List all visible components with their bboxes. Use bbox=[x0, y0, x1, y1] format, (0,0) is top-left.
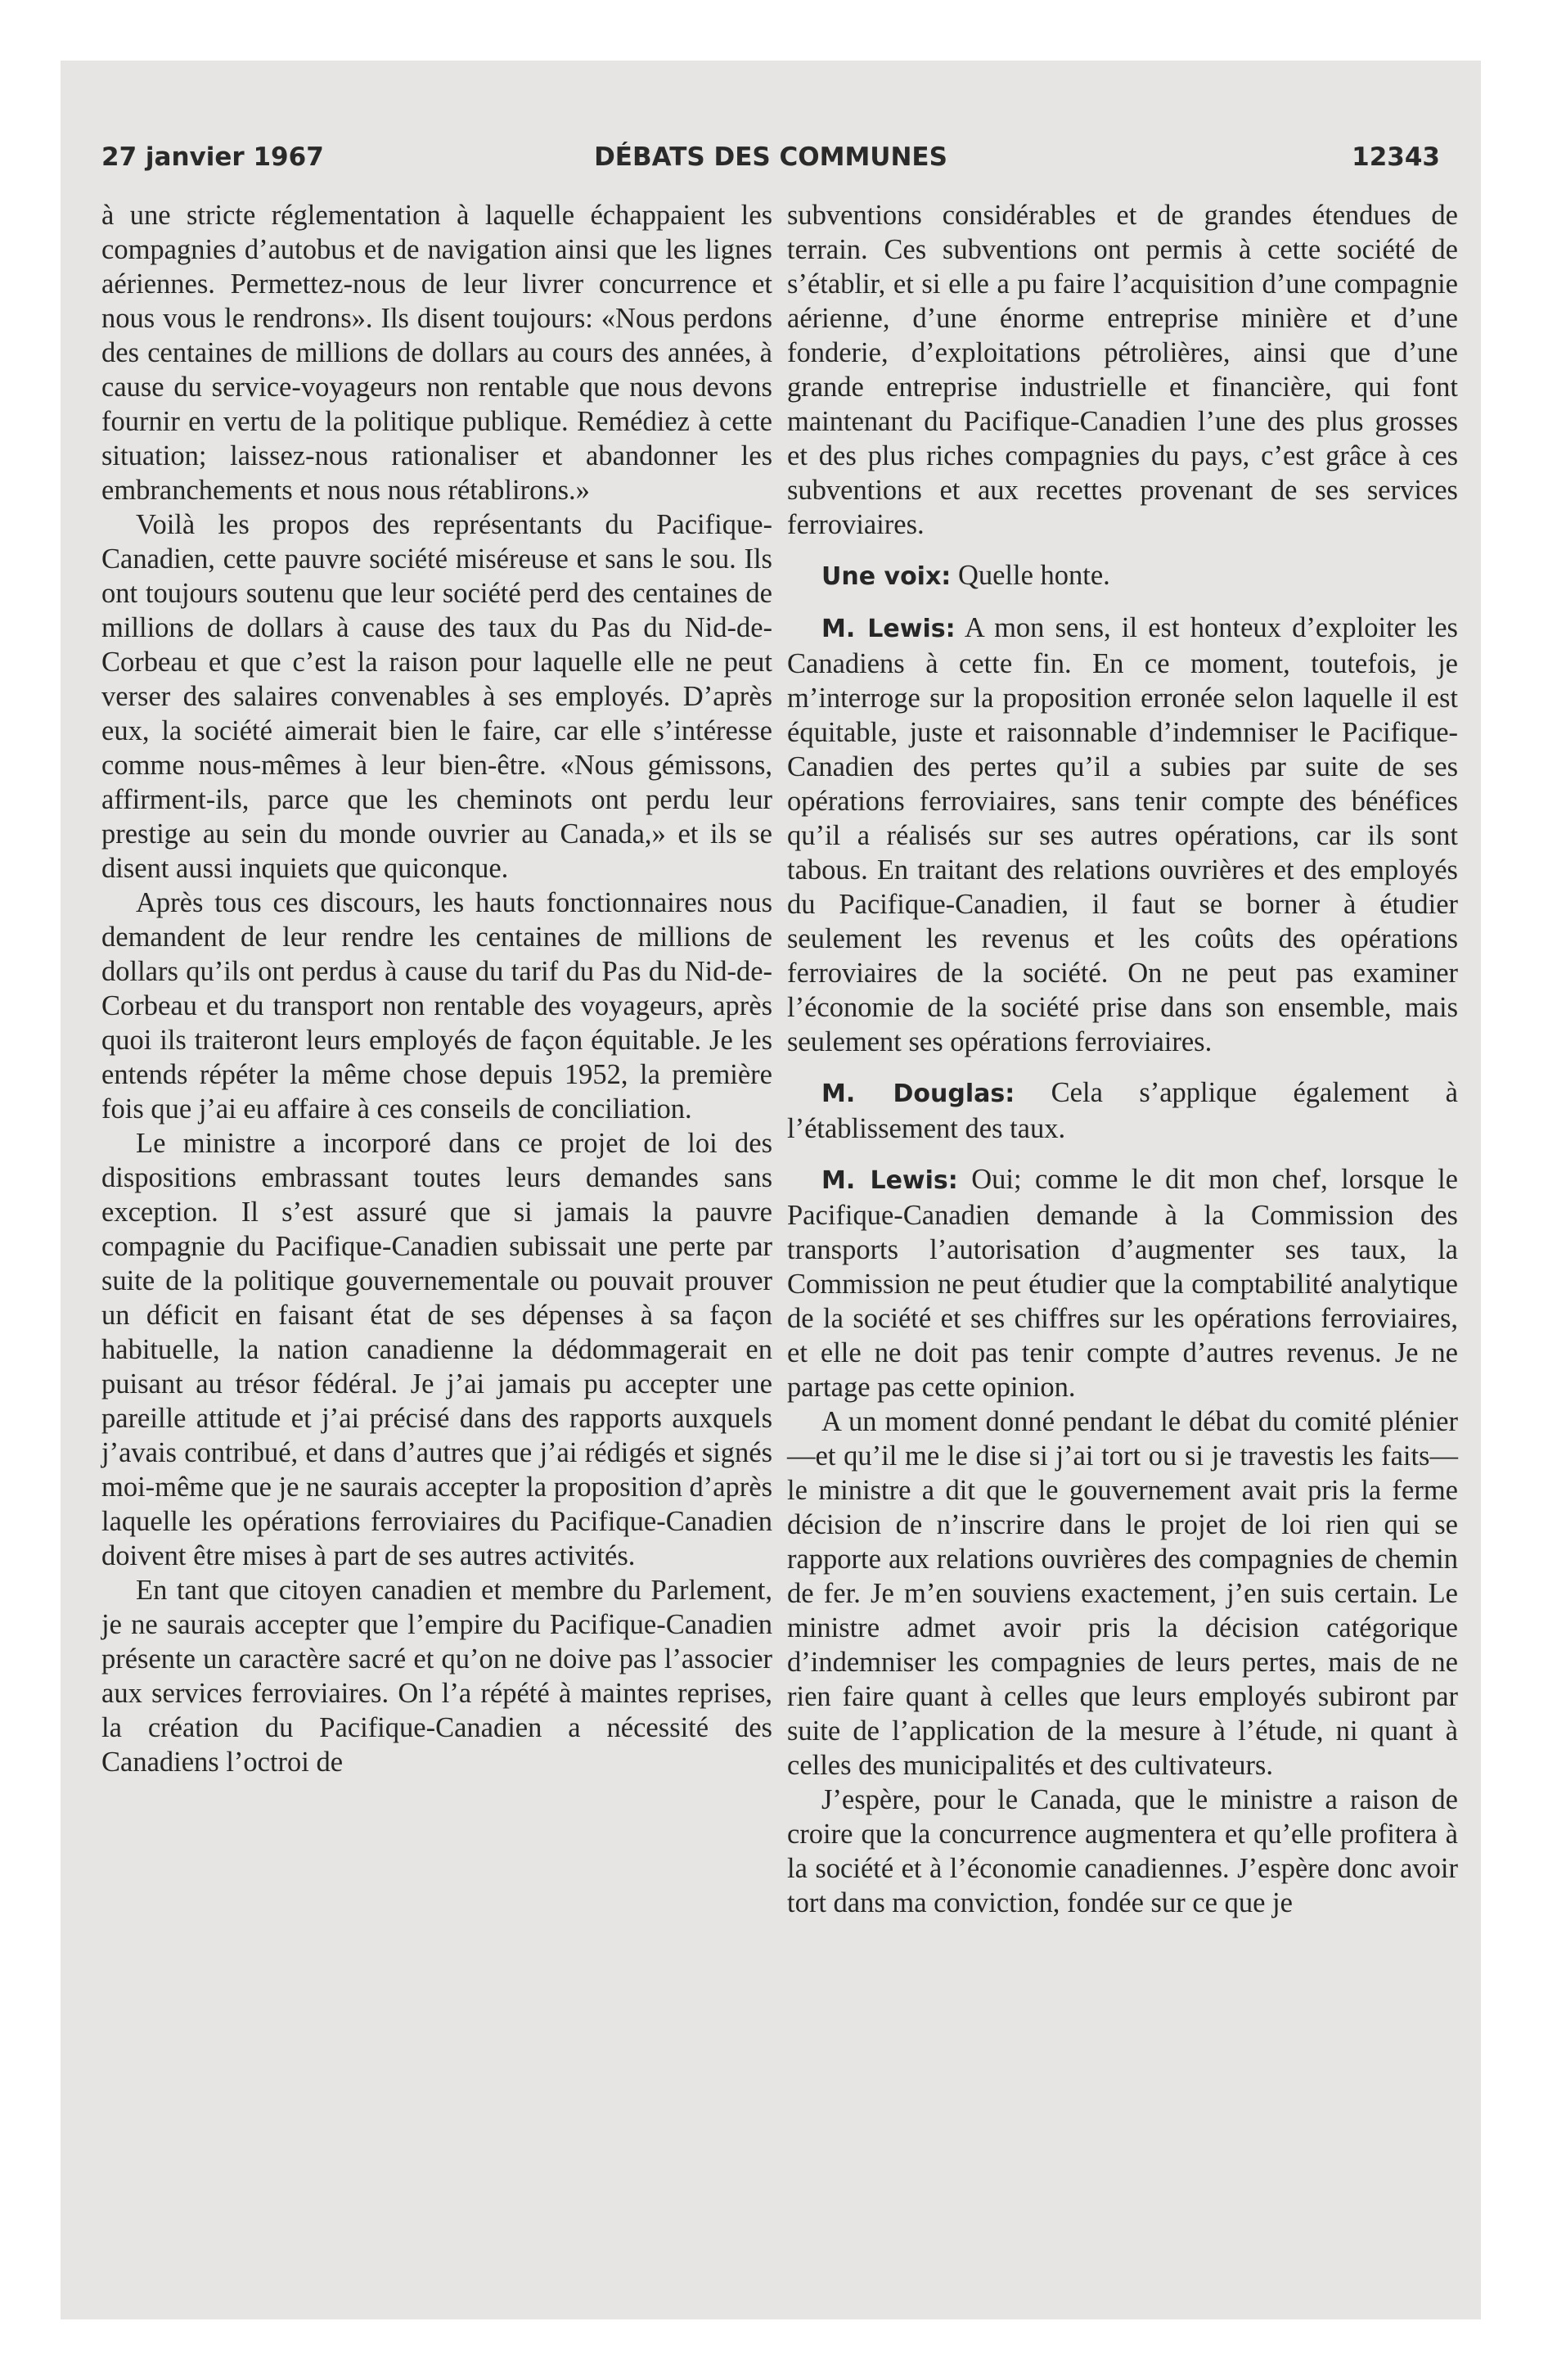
paragraph: subventions considérables et de grandes étendues de terrain. Ces subventions ont permis à cette société de s’établir, et si elle a pu faire l’acquisition d’une compagnie aérienne, d’une énorme entreprise minière et d’une fonderie, d’exploitations pétrolières, ainsi que d’une grande entreprise industrielle et financière, qui font maintenant du Pacifique-Canadien l’une des plus grosses et des plus riches compagnies du pays, c’est grâce à ces subventions et aux recettes provenant de ses services ferroviaires. bbox=[787, 200, 1458, 540]
right-column bbox=[787, 198, 1458, 1920]
paragraph: En tant que citoyen canadien et membre du Parlement, je ne saurais accepter que l’empire du Pacifique-Canadien présente un caractère sacré et qu’on ne doive pas l’associer aux services ferroviaires. On l’a répété à maintes reprises, la création du Pacifique-Canadien a nécessité des Canadiens l’octroi de bbox=[101, 1575, 772, 1778]
speech-text: Quelle honte. bbox=[957, 560, 1110, 591]
header-date: 27 janvier 1967 bbox=[101, 142, 324, 172]
paragraph: Le ministre a incorporé dans ce projet de loi des dispositions embrassant toutes leurs demandes sans exception. Il s’est assuré que si jamais la pauvre compagnie du Pacifique-Canadien subissait une perte par suite de la politique gouvernementale ou pouvait prouver un déficit en faisant état de ses dépenses à sa façon habituelle, la nation canadienne la dédommagerait en puisant au trésor fédéral. Je j’ai jamais pu accepter une pareille attitude et j’ai précisé dans des rapports auxquels j’avais contribué, et dans d’autres que j’ai rédigés et signés moi-même que je ne saurais accepter la proposition d’après laquelle les opérations ferroviaires du Pacifique-Canadien doivent être mises à part de ses autres activités. bbox=[101, 1128, 773, 1571]
page-header bbox=[101, 142, 1440, 192]
paragraph: Voilà les propos des représentants du Pacifique-Canadien, cette pauvre société miséreuse et sans le sou. Ils ont toujours soutenu que leur société perd des centaines de millions de dollars à cause des taux du Pas du Nid-de-Corbeau et que c’est la raison pour laquelle elle ne peut verser des salaires convenables à ses employés. D’après eux, la société aimerait bien le faire, car elle s’intéresse comme nous-mêmes à leur bien-être. «Nous gémissons, affirment-ils, parce que les cheminots ont perdu leur prestige au sein du monde ouvrier au Canada,» et ils se disent aussi inquiets que quiconque. bbox=[101, 509, 772, 884]
speaker-name: Une voix: bbox=[821, 562, 952, 591]
speech-lewis-2 bbox=[787, 1162, 1458, 1404]
header-title: DÉBATS DES COMMUNES bbox=[594, 142, 947, 172]
speaker-name: M. Douglas: bbox=[821, 1080, 1015, 1108]
speech-voix bbox=[787, 558, 1458, 594]
speech-douglas bbox=[787, 1075, 1458, 1146]
speech-text: Oui; comme le dit mon chef, lorsque le Pacifique-Canadien demande à la Commission des transports l’autorisation d’augmenter ses taux, la Commission ne peut étudier que la comptabilité analytique de la société et ses chiffres sur les opérations ferroviaires, et elle ne doit pas tenir compte d’autres revenus. Je ne partage pas cette opinion. bbox=[787, 1164, 1458, 1403]
speaker-name: M. Lewis: bbox=[821, 1166, 958, 1195]
paragraph: J’espère, pour le Canada, que le ministre a raison de croire que la concurrence augmentera et qu’elle profitera à la société et à l’économie canadiennes. J’espère donc avoir tort dans ma conviction, fondée sur ce que je bbox=[787, 1784, 1458, 1918]
header-page-number: 12343 bbox=[1352, 142, 1440, 172]
paragraph: à une stricte réglementation à laquelle échappaient les compagnies d’autobus et de navigation ainsi que les lignes aériennes. Permettez-nous de leur livrer concurrence et nous vous le rendrons». Ils disent toujours: «Nous perdons des centaines de millions de dollars au cours des années, à cause du service-voyageurs non rentable que nous devons fournir en vertu de la politique publique. Remédiez à cette situation; laissez-nous rationaliser et abandonner les embranchements et nous nous rétablirons.» bbox=[101, 200, 772, 506]
left-column bbox=[101, 198, 772, 1779]
speech-text: A mon sens, il est honteux d’exploiter les Canadiens à cette fin. En ce moment, toutefois, je m’interroge sur la proposition erronée selon laquelle il est équitable, juste et raisonnable d’indemniser le Pacifique-Canadien des pertes qu’il a subies par suite de ses opérations ferroviaires, sans tenir compte des bénéfices qu’il a réalisés sur ses autres opérations, car ils sont tabous. En traitant des relations ouvrières et des employés du Pacifique-Canadien, il faut se borner à étudier seulement les revenus et les coûts des opérations ferroviaires de la société. On ne peut pas examiner l’économie de la société prise dans son ensemble, mais seulement ses opérations ferroviaires. bbox=[787, 612, 1458, 1057]
speech-lewis-1 bbox=[787, 611, 1458, 1059]
speech-text: Cela s’applique également à l’établissement des taux. bbox=[787, 1077, 1458, 1144]
page-scan bbox=[61, 61, 1481, 2319]
speaker-name: M. Lewis: bbox=[821, 615, 956, 643]
paragraph: A un moment donné pendant le débat du comité plénier—et qu’il me le dise si j’ai tort ou si je travestis les faits—le ministre a dit que le gouvernement avait pris la ferme décision de n’inscrire dans le projet de loi rien qui se rapporte aux relations ouvrières des compagnies de chemin de fer. Je m’en souviens exactement, j’en suis certain. Le ministre admet avoir pris la décision catégorique d’indemniser les compagnies de leurs pertes, mais de ne rien faire quant à celles que leurs employés subiront par suite de l’application de la mesure à l’étude, ni quant à celles des municipalités et des cultivateurs. bbox=[787, 1406, 1458, 1781]
paragraph: Après tous ces discours, les hauts fonctionnaires nous demandent de leur rendre les centaines de millions de dollars qu’ils ont perdus à cause du tarif du Pas du Nid-de-Corbeau et du transport non rentable des voyageurs, après quoi ils traiteront leurs employés de façon équitable. Je les entends répéter la même chose depuis 1952, la première fois que j’ai eu affaire à ces conseils de conciliation. bbox=[101, 887, 772, 1125]
